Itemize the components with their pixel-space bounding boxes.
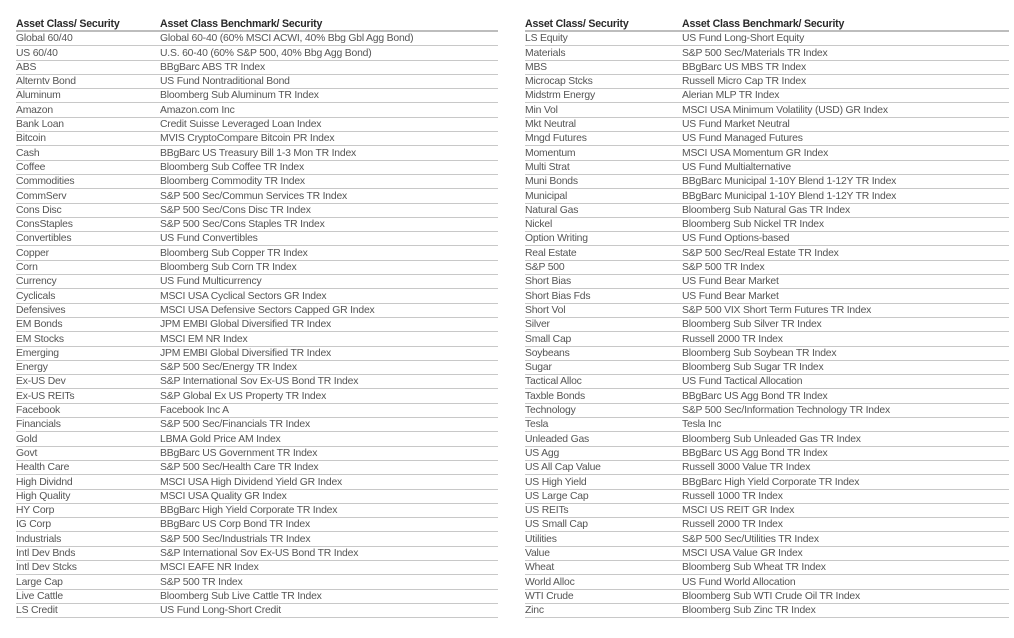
asset-class-cell: S&P 500 [525, 260, 682, 274]
benchmark-table-left [16, 15, 498, 618]
table-body-left [16, 31, 498, 618]
benchmark-cell: S&P 500 Sec/Financials TR Index [160, 418, 498, 432]
table-row [525, 375, 1009, 389]
table-row [525, 432, 1009, 446]
table-row [16, 332, 498, 346]
table-row [525, 389, 1009, 403]
benchmark-cell: BBgBarc High Yield Corporate TR Index [160, 503, 498, 517]
asset-class-cell: Financials [16, 418, 160, 432]
benchmark-cell: MSCI USA Minimum Volatility (USD) GR Index [682, 103, 1009, 117]
asset-class-cell: US 60/40 [16, 46, 160, 60]
benchmark-cell: US Fund Nontraditional Bond [160, 74, 498, 88]
table-row [525, 460, 1009, 474]
table-row [16, 475, 498, 489]
asset-class-cell: Gold [16, 432, 160, 446]
table-row [525, 31, 1009, 46]
benchmark-cell: S&P 500 Sec/Information Technology TR Index [682, 403, 1009, 417]
benchmark-cell: BBgBarc US Government TR Index [160, 446, 498, 460]
benchmark-cell: S&P International Sov Ex-US Bond TR Index [160, 375, 498, 389]
benchmark-cell: Russell Micro Cap TR Index [682, 74, 1009, 88]
asset-class-cell: High Dividnd [16, 475, 160, 489]
table-row [525, 217, 1009, 231]
table-row [525, 546, 1009, 560]
table-row [525, 132, 1009, 146]
table-row [16, 603, 498, 617]
table-row [16, 103, 498, 117]
benchmark-cell: US Fund Options-based [682, 232, 1009, 246]
table-row [525, 117, 1009, 131]
benchmark-cell: Russell 2000 TR Index [682, 518, 1009, 532]
table-row [525, 446, 1009, 460]
table-row [16, 146, 498, 160]
benchmark-cell: US Fund Long-Short Equity [682, 31, 1009, 46]
asset-class-cell: Technology [525, 403, 682, 417]
asset-class-cell: Midstrm Energy [525, 89, 682, 103]
asset-class-cell: Municipal [525, 189, 682, 203]
asset-class-cell: Silver [525, 317, 682, 331]
table-row [16, 160, 498, 174]
asset-class-cell: WTI Crude [525, 589, 682, 603]
asset-class-cell: LS Credit [16, 603, 160, 617]
table-row [16, 46, 498, 60]
table-row [525, 589, 1009, 603]
benchmark-cell: BBgBarc US Agg Bond TR Index [682, 389, 1009, 403]
asset-class-cell: MBS [525, 60, 682, 74]
benchmark-cell: Bloomberg Sub Corn TR Index [160, 260, 498, 274]
table-row [16, 203, 498, 217]
table-row [525, 89, 1009, 103]
table-row [525, 232, 1009, 246]
table-row [16, 446, 498, 460]
benchmark-cell: S&P 500 Sec/Real Estate TR Index [682, 246, 1009, 260]
table-row [16, 546, 498, 560]
table-row [16, 303, 498, 317]
asset-class-cell: Convertibles [16, 232, 160, 246]
asset-class-cell: Wheat [525, 560, 682, 574]
column-header-benchmark: Asset Class Benchmark/ Security [682, 15, 1009, 31]
table-row [525, 346, 1009, 360]
benchmark-cell: Global 60-40 (60% MSCI ACWI, 40% Bbg Gbl Agg Bond) [160, 31, 498, 46]
benchmark-cell: Tesla Inc [682, 418, 1009, 432]
table-row [16, 589, 498, 603]
benchmark-cell: BBgBarc High Yield Corporate TR Index [682, 475, 1009, 489]
asset-class-cell: Intl Dev Bnds [16, 546, 160, 560]
asset-class-cell: Cons Disc [16, 203, 160, 217]
table-row [16, 317, 498, 331]
table-row [525, 160, 1009, 174]
benchmark-cell: S&P 500 Sec/Materials TR Index [682, 46, 1009, 60]
table-row [525, 360, 1009, 374]
asset-class-cell: Coffee [16, 160, 160, 174]
asset-class-cell: Copper [16, 246, 160, 260]
asset-class-cell: CommServ [16, 189, 160, 203]
benchmark-cell: S&P 500 Sec/Utilities TR Index [682, 532, 1009, 546]
table-body-right [525, 31, 1009, 618]
benchmark-cell: Russell 3000 Value TR Index [682, 460, 1009, 474]
benchmark-cell: MSCI USA Quality GR Index [160, 489, 498, 503]
table-row [16, 489, 498, 503]
asset-class-cell: Global 60/40 [16, 31, 160, 46]
benchmark-cell: BBgBarc Municipal 1-10Y Blend 1-12Y TR Index [682, 189, 1009, 203]
table-row [16, 132, 498, 146]
table-row [16, 232, 498, 246]
asset-class-cell: Facebook [16, 403, 160, 417]
table-row [525, 403, 1009, 417]
benchmark-cell: BBgBarc US MBS TR Index [682, 60, 1009, 74]
asset-class-cell: Alterntv Bond [16, 74, 160, 88]
table-row [16, 60, 498, 74]
asset-class-cell: US Agg [525, 446, 682, 460]
asset-class-cell: Short Bias Fds [525, 289, 682, 303]
asset-class-cell: Commodities [16, 174, 160, 188]
benchmark-cell: LBMA Gold Price AM Index [160, 432, 498, 446]
benchmark-cell: MSCI US REIT GR Index [682, 503, 1009, 517]
table-row [525, 575, 1009, 589]
benchmark-cell: Bloomberg Sub Nickel TR Index [682, 217, 1009, 231]
table-row [525, 203, 1009, 217]
asset-class-cell: Amazon [16, 103, 160, 117]
benchmark-cell: S&P 500 TR Index [682, 260, 1009, 274]
benchmark-cell: S&P Global Ex US Property TR Index [160, 389, 498, 403]
table-row [16, 375, 498, 389]
asset-class-cell: HY Corp [16, 503, 160, 517]
asset-class-cell: High Quality [16, 489, 160, 503]
benchmark-cell: Russell 2000 TR Index [682, 332, 1009, 346]
benchmark-cell: Bloomberg Sub Unleaded Gas TR Index [682, 432, 1009, 446]
asset-class-cell: Short Vol [525, 303, 682, 317]
asset-class-cell: Multi Strat [525, 160, 682, 174]
asset-class-cell: Min Vol [525, 103, 682, 117]
table-row [525, 46, 1009, 60]
table-row [16, 518, 498, 532]
asset-class-cell: Mngd Futures [525, 132, 682, 146]
asset-class-cell: Cash [16, 146, 160, 160]
table-header-row [16, 15, 498, 31]
table-row [16, 275, 498, 289]
asset-class-cell: Materials [525, 46, 682, 60]
benchmark-cell: Bloomberg Commodity TR Index [160, 174, 498, 188]
benchmark-cell: US Fund World Allocation [682, 575, 1009, 589]
asset-class-cell: Soybeans [525, 346, 682, 360]
benchmark-cell: Bloomberg Sub Zinc TR Index [682, 603, 1009, 617]
benchmark-cell: Bloomberg Sub Sugar TR Index [682, 360, 1009, 374]
asset-class-cell: Muni Bonds [525, 174, 682, 188]
asset-class-cell: Mkt Neutral [525, 117, 682, 131]
benchmark-cell: Bloomberg Sub Natural Gas TR Index [682, 203, 1009, 217]
asset-class-cell: EM Stocks [16, 332, 160, 346]
benchmark-cell: S&P International Sov Ex-US Bond TR Index [160, 546, 498, 560]
table-row [16, 460, 498, 474]
asset-class-cell: Natural Gas [525, 203, 682, 217]
asset-class-cell: Utilities [525, 532, 682, 546]
table-row [525, 603, 1009, 617]
benchmark-cell: MSCI USA Value GR Index [682, 546, 1009, 560]
table-row [16, 532, 498, 546]
table-row [525, 260, 1009, 274]
benchmark-cell: U.S. 60-40 (60% S&P 500, 40% Bbg Agg Bond) [160, 46, 498, 60]
table-row [525, 246, 1009, 260]
table-row [16, 246, 498, 260]
asset-class-cell: Large Cap [16, 575, 160, 589]
benchmark-cell: MSCI USA High Dividend Yield GR Index [160, 475, 498, 489]
benchmark-cell: BBgBarc US Corp Bond TR Index [160, 518, 498, 532]
asset-class-cell: Small Cap [525, 332, 682, 346]
asset-class-cell: World Alloc [525, 575, 682, 589]
benchmark-cell: US Fund Multicurrency [160, 275, 498, 289]
benchmark-cell: JPM EMBI Global Diversified TR Index [160, 346, 498, 360]
table-row [16, 217, 498, 231]
table-row [16, 74, 498, 88]
table-row [16, 89, 498, 103]
asset-class-cell: Nickel [525, 217, 682, 231]
benchmark-cell: Bloomberg Sub Copper TR Index [160, 246, 498, 260]
table-row [525, 189, 1009, 203]
asset-class-cell: LS Equity [525, 31, 682, 46]
asset-class-cell: Govt [16, 446, 160, 460]
asset-class-cell: US Small Cap [525, 518, 682, 532]
benchmark-cell: S&P 500 Sec/Health Care TR Index [160, 460, 498, 474]
table-row [525, 503, 1009, 517]
table-row [525, 303, 1009, 317]
benchmark-cell: Bloomberg Sub Wheat TR Index [682, 560, 1009, 574]
asset-class-cell: Ex-US Dev [16, 375, 160, 389]
benchmark-cell: MSCI USA Momentum GR Index [682, 146, 1009, 160]
benchmark-cell: MSCI USA Cyclical Sectors GR Index [160, 289, 498, 303]
benchmark-cell: Bloomberg Sub Aluminum TR Index [160, 89, 498, 103]
table-row [16, 503, 498, 517]
asset-class-cell: Tesla [525, 418, 682, 432]
benchmark-cell: Amazon.com Inc [160, 103, 498, 117]
table-row [16, 289, 498, 303]
asset-class-cell: ConsStaples [16, 217, 160, 231]
benchmark-cell: S&P 500 Sec/Cons Staples TR Index [160, 217, 498, 231]
table-row [525, 332, 1009, 346]
benchmark-cell: US Fund Bear Market [682, 275, 1009, 289]
benchmark-cell: US Fund Long-Short Credit [160, 603, 498, 617]
table-row [16, 560, 498, 574]
benchmark-cell: US Fund Tactical Allocation [682, 375, 1009, 389]
column-header-asset-class: Asset Class/ Security [16, 15, 160, 31]
benchmark-cell: JPM EMBI Global Diversified TR Index [160, 317, 498, 331]
table-row [525, 532, 1009, 546]
asset-class-cell: Health Care [16, 460, 160, 474]
asset-class-cell: IG Corp [16, 518, 160, 532]
table-row [16, 31, 498, 46]
column-header-benchmark: Asset Class Benchmark/ Security [160, 15, 498, 31]
benchmark-cell: BBgBarc US Agg Bond TR Index [682, 446, 1009, 460]
asset-class-cell: Value [525, 546, 682, 560]
benchmark-cell: Credit Suisse Leveraged Loan Index [160, 117, 498, 131]
table-row [16, 403, 498, 417]
table-row [16, 346, 498, 360]
asset-class-cell: ABS [16, 60, 160, 74]
table-row [16, 360, 498, 374]
table-row [525, 489, 1009, 503]
table-row [525, 103, 1009, 117]
benchmark-cell: Bloomberg Sub WTI Crude Oil TR Index [682, 589, 1009, 603]
asset-class-cell: Industrials [16, 532, 160, 546]
benchmark-cell: US Fund Managed Futures [682, 132, 1009, 146]
table-row [525, 146, 1009, 160]
asset-class-cell: Corn [16, 260, 160, 274]
asset-class-cell: Bitcoin [16, 132, 160, 146]
table-row [16, 432, 498, 446]
benchmark-cell: BBgBarc ABS TR Index [160, 60, 498, 74]
asset-class-cell: Microcap Stcks [525, 74, 682, 88]
benchmark-cell: S&P 500 Sec/Commun Services TR Index [160, 189, 498, 203]
asset-class-cell: Real Estate [525, 246, 682, 260]
table-row [16, 418, 498, 432]
benchmark-cell: Bloomberg Sub Silver TR Index [682, 317, 1009, 331]
table-row [16, 575, 498, 589]
table-row [525, 418, 1009, 432]
table-row [16, 174, 498, 188]
asset-class-cell: Ex-US REITs [16, 389, 160, 403]
benchmark-cell: US Fund Bear Market [682, 289, 1009, 303]
table-row [16, 389, 498, 403]
benchmark-cell: MSCI EM NR Index [160, 332, 498, 346]
asset-class-cell: US High Yield [525, 475, 682, 489]
table-row [16, 260, 498, 274]
table-row [525, 518, 1009, 532]
asset-class-cell: US All Cap Value [525, 460, 682, 474]
benchmark-cell: MVIS CryptoCompare Bitcoin PR Index [160, 132, 498, 146]
asset-class-cell: Option Writing [525, 232, 682, 246]
benchmark-table-right [525, 15, 1009, 618]
asset-class-cell: Energy [16, 360, 160, 374]
benchmark-cell: S&P 500 Sec/Energy TR Index [160, 360, 498, 374]
benchmark-cell: MSCI EAFE NR Index [160, 560, 498, 574]
table-row [525, 174, 1009, 188]
asset-class-cell: Live Cattle [16, 589, 160, 603]
benchmark-cell: US Fund Market Neutral [682, 117, 1009, 131]
asset-class-cell: Unleaded Gas [525, 432, 682, 446]
asset-class-cell: Emerging [16, 346, 160, 360]
asset-class-cell: EM Bonds [16, 317, 160, 331]
table-row [525, 289, 1009, 303]
benchmark-cell: Alerian MLP TR Index [682, 89, 1009, 103]
benchmark-cell: S&P 500 Sec/Cons Disc TR Index [160, 203, 498, 217]
asset-class-cell: Tactical Alloc [525, 375, 682, 389]
asset-class-cell: Sugar [525, 360, 682, 374]
asset-class-cell: US REITs [525, 503, 682, 517]
asset-class-cell: Currency [16, 275, 160, 289]
table-row [525, 317, 1009, 331]
benchmark-cell: MSCI USA Defensive Sectors Capped GR Index [160, 303, 498, 317]
benchmark-cell: Bloomberg Sub Live Cattle TR Index [160, 589, 498, 603]
asset-class-cell: US Large Cap [525, 489, 682, 503]
asset-class-cell: Bank Loan [16, 117, 160, 131]
benchmark-cell: S&P 500 VIX Short Term Futures TR Index [682, 303, 1009, 317]
benchmark-cell: US Fund Convertibles [160, 232, 498, 246]
benchmark-cell: S&P 500 Sec/Industrials TR Index [160, 532, 498, 546]
asset-class-cell: Aluminum [16, 89, 160, 103]
table-row [16, 189, 498, 203]
table-row [525, 275, 1009, 289]
benchmark-cell: BBgBarc US Treasury Bill 1-3 Mon TR Index [160, 146, 498, 160]
table-row [525, 475, 1009, 489]
table-row [525, 60, 1009, 74]
benchmark-cell: S&P 500 TR Index [160, 575, 498, 589]
asset-class-cell: Momentum [525, 146, 682, 160]
benchmark-cell: Facebook Inc A [160, 403, 498, 417]
benchmark-cell: Bloomberg Sub Soybean TR Index [682, 346, 1009, 360]
table-row [525, 560, 1009, 574]
asset-class-cell: Cyclicals [16, 289, 160, 303]
asset-class-cell: Short Bias [525, 275, 682, 289]
table-row [16, 117, 498, 131]
asset-class-cell: Defensives [16, 303, 160, 317]
benchmark-cell: Russell 1000 TR Index [682, 489, 1009, 503]
benchmark-cell: BBgBarc Municipal 1-10Y Blend 1-12Y TR Index [682, 174, 1009, 188]
asset-class-cell: Zinc [525, 603, 682, 617]
asset-class-cell: Intl Dev Stcks [16, 560, 160, 574]
asset-class-cell: Taxble Bonds [525, 389, 682, 403]
table-header-row [525, 15, 1009, 31]
column-header-asset-class: Asset Class/ Security [525, 15, 682, 31]
benchmark-cell: US Fund Multialternative [682, 160, 1009, 174]
table-row [525, 74, 1009, 88]
benchmark-cell: Bloomberg Sub Coffee TR Index [160, 160, 498, 174]
